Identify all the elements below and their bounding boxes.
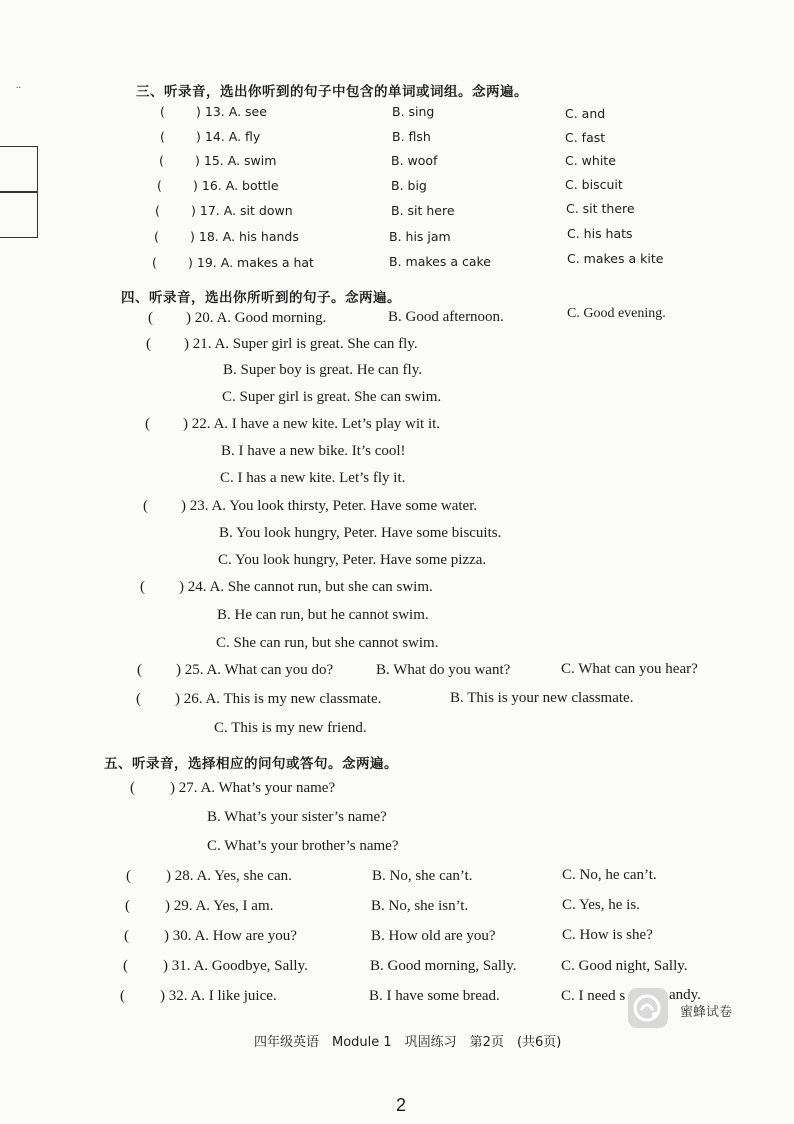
answer-paren[interactable]: (: [143, 498, 148, 514]
answer-paren[interactable]: (: [123, 958, 128, 974]
option-c: C. Good night, Sally.: [561, 958, 688, 974]
option-b: B. No, she can’t.: [372, 868, 473, 884]
question-21: ) 21. A. Super girl is great. She can fly.: [184, 336, 418, 352]
question-25: ) 25. A. What can you do?: [176, 662, 334, 678]
question-31: ) 31. A. Goodbye, Sally.: [163, 958, 308, 974]
section4-title: 四、听录音，选出你所听到的句子。念两遍。: [121, 290, 401, 306]
answer-paren[interactable]: (: [146, 336, 151, 352]
answer-paren[interactable]: (: [154, 229, 159, 244]
page-number: 2: [396, 1095, 407, 1115]
option-c: C. Super girl is great. She can swim.: [222, 389, 442, 405]
option-b: B. This is your new classmate.: [450, 690, 634, 706]
option-b: B. his jam: [389, 229, 451, 244]
option-c: C. biscuit: [565, 177, 623, 192]
question-27: ) 27. A. What’s your name?: [170, 780, 336, 796]
option-c: C. I need s: [561, 988, 626, 1004]
option-c: C. fast: [565, 130, 606, 145]
option-c: C. Good evening.: [567, 306, 666, 321]
option-b: B. sit here: [391, 203, 455, 218]
question-23: ) 23. A. You look thirsty, Peter. Have some water.: [181, 498, 478, 514]
question-18: ) 18. A. his hands: [190, 229, 299, 244]
section5-title: 五、听录音，选择相应的问句或答句。念两遍。: [104, 756, 398, 772]
option-c-tail: andy.: [669, 987, 701, 1003]
answer-paren[interactable]: (: [160, 104, 165, 119]
option-b: B. No, she isn’t.: [371, 898, 469, 914]
answer-paren[interactable]: (: [120, 988, 125, 1004]
question-28: ) 28. A. Yes, she can.: [166, 868, 292, 884]
option-b: B. He can run, but he cannot swim.: [217, 607, 429, 623]
answer-paren[interactable]: (: [136, 691, 141, 707]
option-b: B. How old are you?: [371, 928, 496, 944]
option-c: C. his hats: [567, 226, 633, 241]
bee-logo-icon: [628, 988, 668, 1028]
binding-box-bottom: [0, 192, 38, 238]
answer-paren[interactable]: (: [155, 203, 160, 218]
margin-dots: ..: [16, 80, 21, 91]
answer-paren[interactable]: (: [137, 662, 142, 678]
option-b: B. You look hungry, Peter. Have some biscuits.: [219, 525, 502, 541]
option-c: C. What’s your brother’s name?: [207, 838, 399, 854]
question-15: ) 15. A. swim: [195, 153, 277, 168]
question-32: ) 32. A. I like juice.: [160, 988, 277, 1004]
answer-paren[interactable]: (: [130, 780, 135, 796]
question-17: ) 17. A. sit down: [191, 203, 293, 218]
option-c: C. I has a new kite. Let’s fly it.: [220, 470, 406, 486]
option-b: B. big: [391, 178, 427, 193]
answer-paren[interactable]: (: [152, 255, 157, 270]
option-c: C. What can you hear?: [561, 661, 698, 677]
answer-paren[interactable]: (: [145, 416, 150, 432]
binding-box-top: [0, 146, 38, 192]
question-20: ) 20. A. Good morning.: [186, 310, 327, 326]
option-c: C. This is my new friend.: [214, 720, 367, 736]
question-26: ) 26. A. This is my new classmate.: [175, 691, 382, 707]
option-b: B. Good morning, Sally.: [370, 958, 517, 974]
option-b: B. woof: [391, 153, 438, 168]
question-22: ) 22. A. I have a new kite. Let’s play wit it.: [183, 416, 441, 432]
page-footer: 四年级英语 Module 1 巩固练习 第2页 (共6页): [254, 1035, 562, 1050]
option-c: C. and: [565, 106, 606, 121]
option-c: C. She can run, but she cannot swim.: [216, 635, 439, 651]
answer-paren[interactable]: (: [157, 178, 162, 193]
watermark-text: 蜜蜂试卷: [680, 1005, 733, 1020]
option-c: C. How is she?: [562, 927, 653, 943]
answer-paren[interactable]: (: [140, 579, 145, 595]
option-c: C. makes a kite: [567, 251, 664, 266]
question-29: ) 29. A. Yes, I am.: [165, 898, 274, 914]
option-b: B. sing: [392, 104, 435, 119]
option-c: C. Yes, he is.: [562, 897, 640, 913]
answer-paren[interactable]: (: [160, 129, 165, 144]
answer-paren[interactable]: (: [124, 928, 129, 944]
option-c: C. white: [565, 153, 616, 168]
section3-title: 三、听录音，选出你听到的句子中包含的单词或词组。念两遍。: [136, 84, 528, 100]
option-c: C. You look hungry, Peter. Have some pizza.: [218, 552, 487, 568]
option-b: B. flsh: [392, 129, 431, 144]
question-24: ) 24. A. She cannot run, but she can swim.: [179, 579, 433, 595]
option-b: B. I have some bread.: [369, 988, 500, 1004]
option-b: B. makes a cake: [389, 254, 491, 269]
option-b: B. Good afternoon.: [388, 309, 504, 325]
question-16: ) 16. A. bottle: [193, 178, 279, 193]
question-19: ) 19. A. makes a hat: [188, 255, 314, 270]
question-30: ) 30. A. How are you?: [164, 928, 297, 944]
option-c: C. sit there: [566, 201, 635, 216]
answer-paren[interactable]: (: [125, 898, 130, 914]
option-b: B. Super boy is great. He can fly.: [223, 362, 422, 378]
answer-paren[interactable]: (: [148, 310, 153, 326]
answer-paren[interactable]: (: [159, 153, 164, 168]
question-13: ) 13. A. see: [196, 104, 267, 119]
option-b: B. What’s your sister’s name?: [207, 809, 387, 825]
option-b: B. What do you want?: [376, 662, 511, 678]
option-c: C. No, he can’t.: [562, 867, 657, 883]
answer-paren[interactable]: (: [126, 868, 131, 884]
option-b: B. I have a new bike. It’s cool!: [221, 443, 406, 459]
question-14: ) 14. A. fly: [196, 129, 261, 144]
